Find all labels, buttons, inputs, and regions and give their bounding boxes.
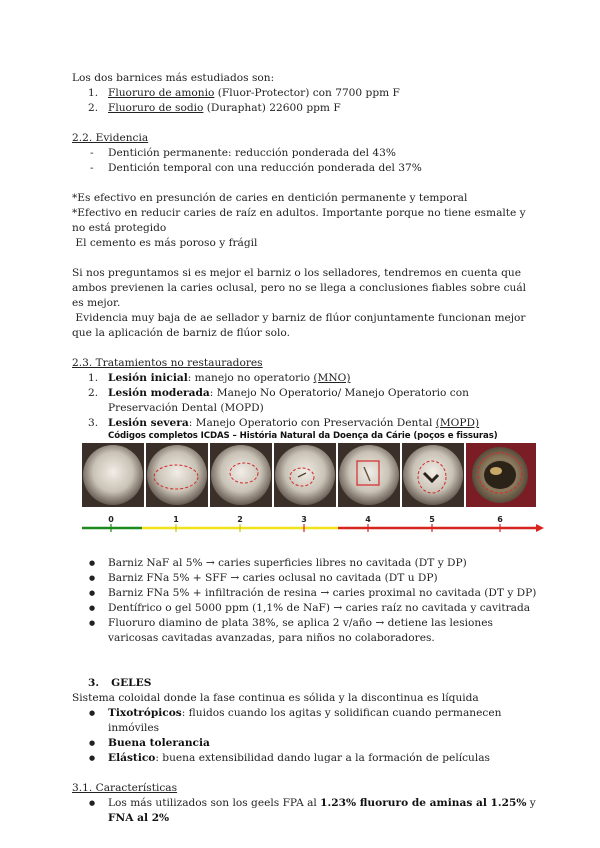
list-item: - Dentición temporal con una reducción ponderada del 37% [90,162,422,174]
caracteristicas-heading: 3.1. Características [72,782,178,794]
paragraph: Evidencia muy baja de ae sellador y barniz de flúor conjuntamente funcionan mejor que la aplicación de barniz de flúor solo. [72,312,529,339]
list-item: ● Dentífrico o gel 5000 ppm (1,1% de NaF) → caries raíz no cavitada y cavitrada [72,601,540,616]
icdas-code: 0 [108,515,114,524]
item-name: Fluoruro de amonio [108,87,215,99]
icdas-code: 3 [301,515,307,524]
item-text: : manejo no operatorio [187,372,314,384]
tooth-photos [72,443,546,507]
note-line: *Es efectivo en presunción de caries en dentición permanente y temporal [72,192,468,204]
treatments-heading: 2.3. Tratamientos no restauradores [72,357,263,369]
item-name: Fluoruro de sodio [108,102,204,114]
item-text: Los más utilizados son los geels FPA al [108,797,321,809]
caracteristicas-list [72,796,540,826]
item-text: : Manejo Operatorio con Preservación Dental [188,417,436,429]
list-item [72,706,540,736]
icdas-scale [72,509,546,539]
fluor-bullets [72,556,540,646]
item-bold: FNA al 2% [108,812,170,824]
scale-arrow-head [536,524,544,532]
list-item: ● Barniz FNa 5% + infiltración de resina → caries proximal no cavitada (DT y DP) [72,586,540,601]
paragraph: Si nos preguntamos si es mejor el barniz o los selladores, tendremos en cuenta que ambos previenen la caries oclusal, pero no se llega a conclusiones fiables sobre cuál es mejor. [72,267,527,309]
icdas-code: 2 [237,515,243,524]
item-bold: Lesión severa [108,417,189,429]
item-number: 1. [88,372,99,384]
tooth-photos-svg [72,443,546,507]
list-item: ● Barniz NaF al 5% → caries superficies libres no cavitada (DT y DP) [72,556,540,571]
list-item: - Dentición permanente: reducción ponderada del 43% [90,147,396,159]
item-text: : Manejo No Operatorio/ Manejo Operatorio con Preservación Dental (MOPD) [108,387,469,414]
geles-heading [72,676,540,691]
figure-title: Códigos completos ICDAS – História Natural da Doença da Cárie (poços e fissuras) [108,431,498,441]
icdas-scale-svg [72,509,546,539]
geles-definition: Sistema coloidal donde la fase continua es sólida y la discontinua es líquida [72,692,479,704]
list-item: ● Fluoruro diamino de plata 38%, se aplica 2 v/año → detiene las lesiones varicosas cavitadas avanzadas, para niños no colaboradores. [72,616,540,646]
tooth-photo-3 [274,443,336,507]
item-text: y [526,797,536,809]
item-number: 1. [88,87,99,99]
note-line: El cemento es más poroso y frágil [72,237,258,249]
item-bold: Buena tolerancia [108,737,210,749]
icdas-figure [72,431,546,536]
list-item [72,736,540,751]
evidence-list [72,146,540,176]
evidence-item: Dentición temporal con una reducción ponderada del 37% [108,162,422,174]
item-detail: (Duraphat) 22600 ppm F [203,102,341,114]
tooth-photo-5 [402,443,464,507]
list-item [72,371,540,386]
list-item [72,101,540,116]
item-bold: Elástico [108,752,156,764]
icdas-code: 1 [173,515,179,524]
tooth-photo-4 [338,443,400,507]
list-item [72,386,540,416]
heading-text: GELES [111,677,152,689]
geles-list [72,706,540,766]
list-item [72,796,540,826]
tooth-photo-0 [82,443,144,507]
item-number: 3. [88,417,99,429]
tooth-photo-1 [146,443,208,507]
item-number: 2. [88,102,99,114]
item-bold: Lesión moderada [108,387,210,399]
item-text: : fluidos cuando los agitas y solidifican cuando permanecen inmóviles [108,707,502,734]
evidence-heading: 2.2. Evidencia [72,132,149,144]
item-text: : buena extensibilidad dando lugar a la formación de películas [155,752,490,764]
item-abbr: (MOPD) [435,417,480,429]
item-bold: Tixotrópicos [108,707,182,719]
list-item [72,751,540,766]
icdas-code: 6 [497,515,503,524]
item-detail: (Fluor-Protector) con 7700 ppm F [214,87,400,99]
tooth-photo-6 [466,443,536,507]
item-abbr: (MNO) [313,372,351,384]
note-line: *Efectivo en reducir caries de raíz en adultos. Importante porque no tiene esmalte y no está protegido [72,207,526,234]
item-bold: Lesión inicial [108,372,188,384]
item-number: 2. [88,387,99,399]
list-item: ● Barniz FNa 5% + SFF → caries oclusal no cavitada (DT u DP) [72,571,540,586]
list-item [72,416,540,431]
icdas-code: 5 [429,515,435,524]
list-item [72,86,540,101]
evidence-item: Dentición permanente: reducción ponderada del 43% [108,147,396,159]
treatments-list [72,371,540,431]
item-bold: 1.23% fluoruro de aminas al 1.25% [320,797,527,809]
tooth-photo-2 [210,443,272,507]
barnices-list [72,86,540,116]
icdas-code: 4 [365,515,371,524]
intro-text: Los dos barnices más estudiados son: [72,72,275,84]
heading-number: 3. [88,677,100,689]
